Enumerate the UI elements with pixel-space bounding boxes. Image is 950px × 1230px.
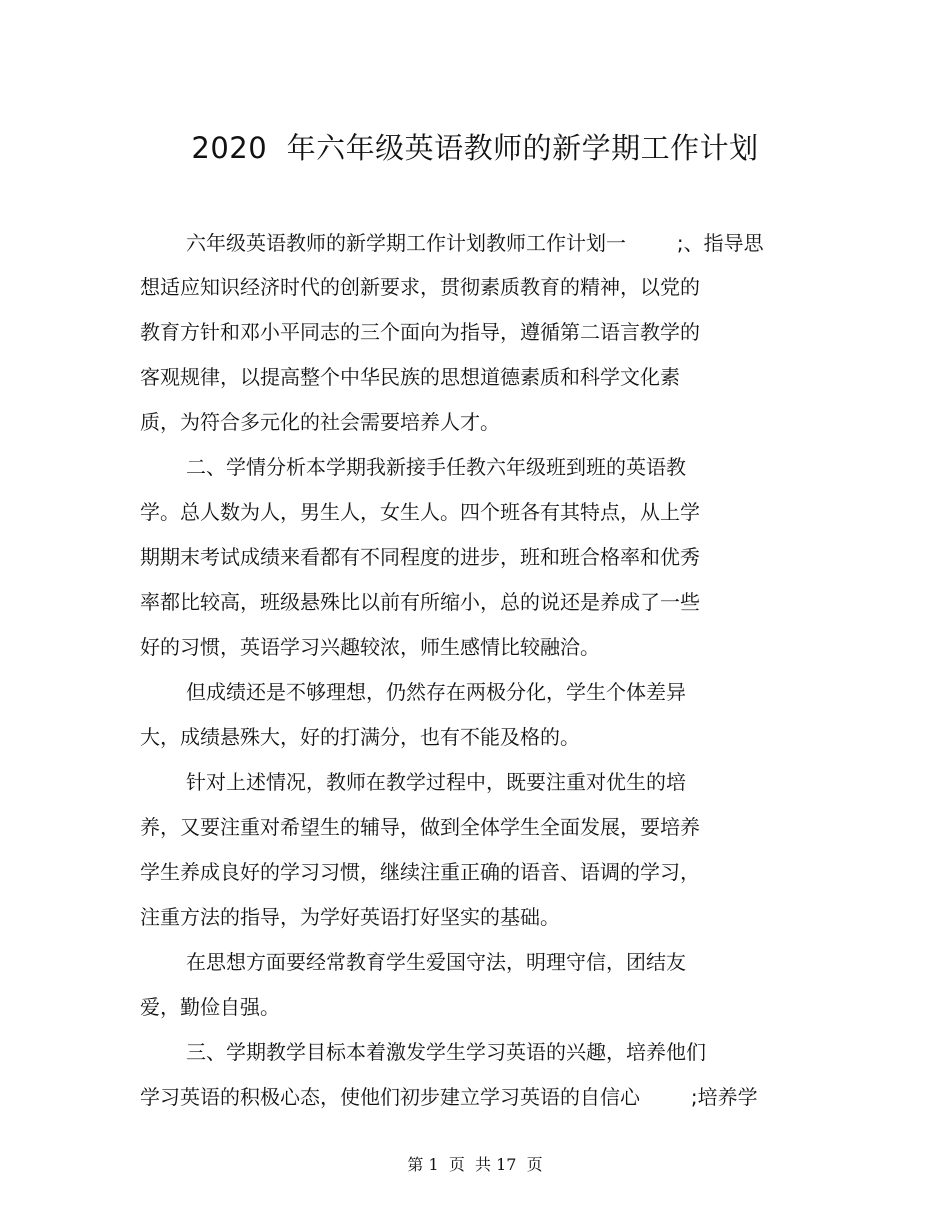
body-line: 但成绩还是不够理想，仍然存在两极分化，学生个体差异	[186, 680, 686, 704]
body-line: 质，为符合多元化的社会需要培养人才。	[140, 410, 500, 434]
document-title: 2020 年六年级英语教师的新学期工作计划	[191, 131, 759, 165]
body-line: 率都比较高，班级悬殊比以前有所缩小，总的说还是养成了一些	[140, 590, 700, 614]
body-line: 大，成绩悬殊大，好的打满分，也有不能及格的。	[140, 725, 580, 749]
body-line: 六年级英语教师的新学期工作计划教师工作计划一 ;、指导思	[186, 231, 764, 255]
body-line: 好的习惯，英语学习兴趣较浓，师生感情比较融洽。	[140, 635, 600, 659]
body-line: 二、学情分析本学期我新接手任教六年级班到班的英语教	[186, 455, 686, 479]
body-line: 学。总人数为人，男生人，女生人。四个班各有其特点，从上学	[140, 500, 700, 524]
body-line: 教育方针和邓小平同志的三个面向为指导，遵循第二语言教学的	[140, 320, 700, 344]
body-line: 期期末考试成绩来看都有不同程度的进步，班和班合格率和优秀	[140, 545, 700, 569]
body-line: 针对上述情况，教师在教学过程中，既要注重对优生的培	[186, 770, 686, 794]
body-line: 三、学期教学目标本着激发学生学习英语的兴趣，培养他们	[186, 1040, 706, 1064]
body-line: 养，又要注重对希望生的辅导，做到全体学生全面发展，要培养	[140, 815, 700, 839]
body-line: 注重方法的指导，为学好英语打好坚实的基础。	[140, 905, 560, 929]
body-line: 客观规律，以提高整个中华民族的思想道德素质和科学文化素	[140, 365, 680, 389]
body-line: 爱，勤俭自强。	[140, 995, 280, 1019]
body-line: 在思想方面要经常教育学生爱国守法，明理守信，团结友	[186, 950, 686, 974]
body-line: 学习英语的积极心态，使他们初步建立学习英语的自信心 ;培养学	[140, 1085, 758, 1109]
body-line: 想适应知识经济时代的创新要求，贯彻素质教育的精神，以党的	[140, 275, 700, 299]
page-number-footer: 第 1 页 共 17 页	[407, 1155, 543, 1174]
body-line: 学生养成良好的学习习惯，继续注重正确的语音、语调的学习，	[140, 860, 700, 884]
